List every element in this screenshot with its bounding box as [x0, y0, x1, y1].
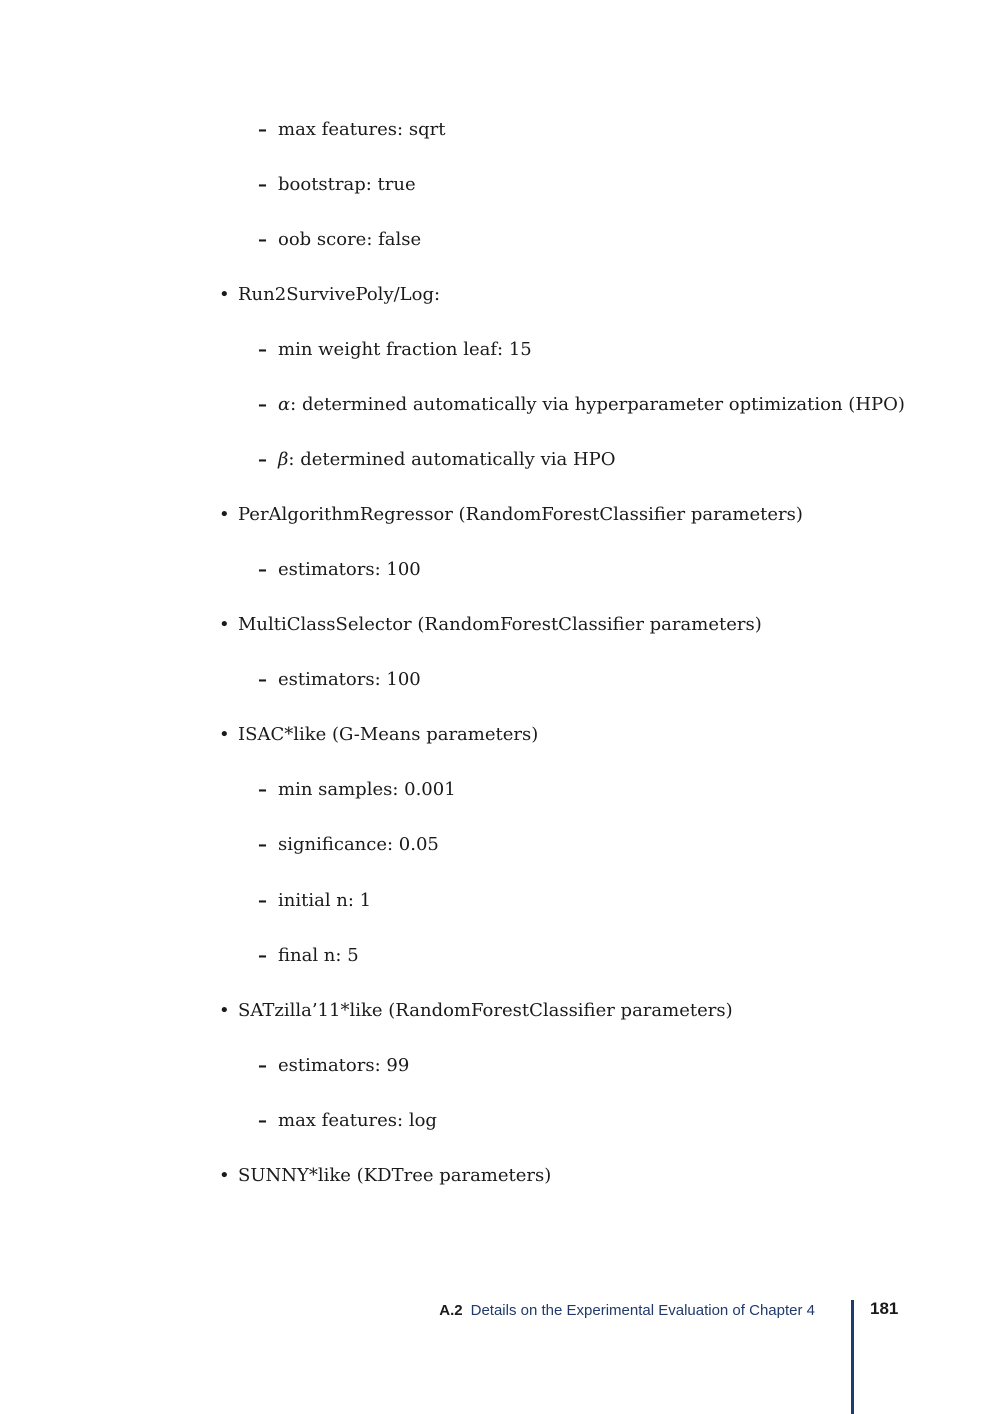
list-item-description: : determined automatically via hyperparameter optimization (HPO)	[290, 394, 905, 415]
list-item-text: SATzilla’11*like (RandomForestClassifier parameters)	[238, 1000, 733, 1021]
list-item-text: bootstrap: true	[278, 174, 416, 195]
dash-bullet: –	[258, 779, 267, 800]
dot-bullet: •	[219, 1165, 230, 1186]
list-item-text: Run2SurvivePoly/Log:	[238, 284, 441, 305]
list-item-text: estimators: 100	[278, 669, 421, 690]
list-item-text: max features: sqrt	[278, 119, 446, 140]
dot-bullet: •	[219, 504, 230, 525]
dot-bullet: •	[219, 284, 230, 305]
page-number: 181	[870, 1299, 899, 1318]
dot-bullet: •	[219, 1000, 230, 1021]
dash-bullet: –	[258, 669, 267, 690]
dash-bullet: –	[258, 119, 267, 140]
list-item-text: estimators: 100	[278, 559, 421, 580]
dash-bullet: –	[258, 229, 267, 250]
dash-bullet: –	[258, 890, 267, 911]
list-item-text: significance: 0.05	[278, 834, 439, 855]
dash-bullet: –	[258, 174, 267, 195]
list-item-text: final n: 5	[278, 945, 359, 966]
dash-bullet: –	[258, 339, 267, 360]
list-item-text: min samples: 0.001	[278, 779, 456, 800]
list-item-text: ISAC*like (G-Means parameters)	[238, 724, 539, 745]
dash-bullet: –	[258, 394, 267, 415]
dash-bullet: –	[258, 559, 267, 580]
dash-bullet: –	[258, 945, 267, 966]
footer-divider	[851, 1300, 854, 1414]
list-item-text: oob score: false	[278, 229, 422, 250]
section-number: A.2	[439, 1302, 463, 1319]
list-item-text: initial n: 1	[278, 890, 372, 911]
list-item-text: max features: log	[278, 1110, 437, 1131]
section-title: Details on the Experimental Evaluation of Chapter 4	[470, 1302, 815, 1319]
dash-bullet: –	[258, 449, 267, 470]
list-item-text: MultiClassSelector (RandomForestClassifier parameters)	[238, 614, 762, 635]
beta-symbol: β	[278, 449, 289, 470]
running-header	[439, 1300, 815, 1322]
dash-bullet: –	[258, 1055, 267, 1076]
list-item-text: PerAlgorithmRegressor (RandomForestClassifier parameters)	[238, 504, 803, 525]
dash-bullet: –	[258, 1110, 267, 1131]
list-item-text: min weight fraction leaf: 15	[278, 339, 532, 360]
list-item-text: estimators: 99	[278, 1055, 410, 1076]
dot-bullet: •	[219, 614, 230, 635]
dot-bullet: •	[219, 724, 230, 745]
list-item-text	[278, 393, 905, 417]
list-item-text	[278, 448, 616, 472]
page-footer	[0, 1300, 1000, 1324]
list-item-description: : determined automatically via HPO	[288, 449, 616, 470]
dash-bullet: –	[258, 834, 267, 855]
alpha-symbol: α	[278, 394, 291, 415]
list-item-text: SUNNY*like (KDTree parameters)	[238, 1165, 552, 1186]
